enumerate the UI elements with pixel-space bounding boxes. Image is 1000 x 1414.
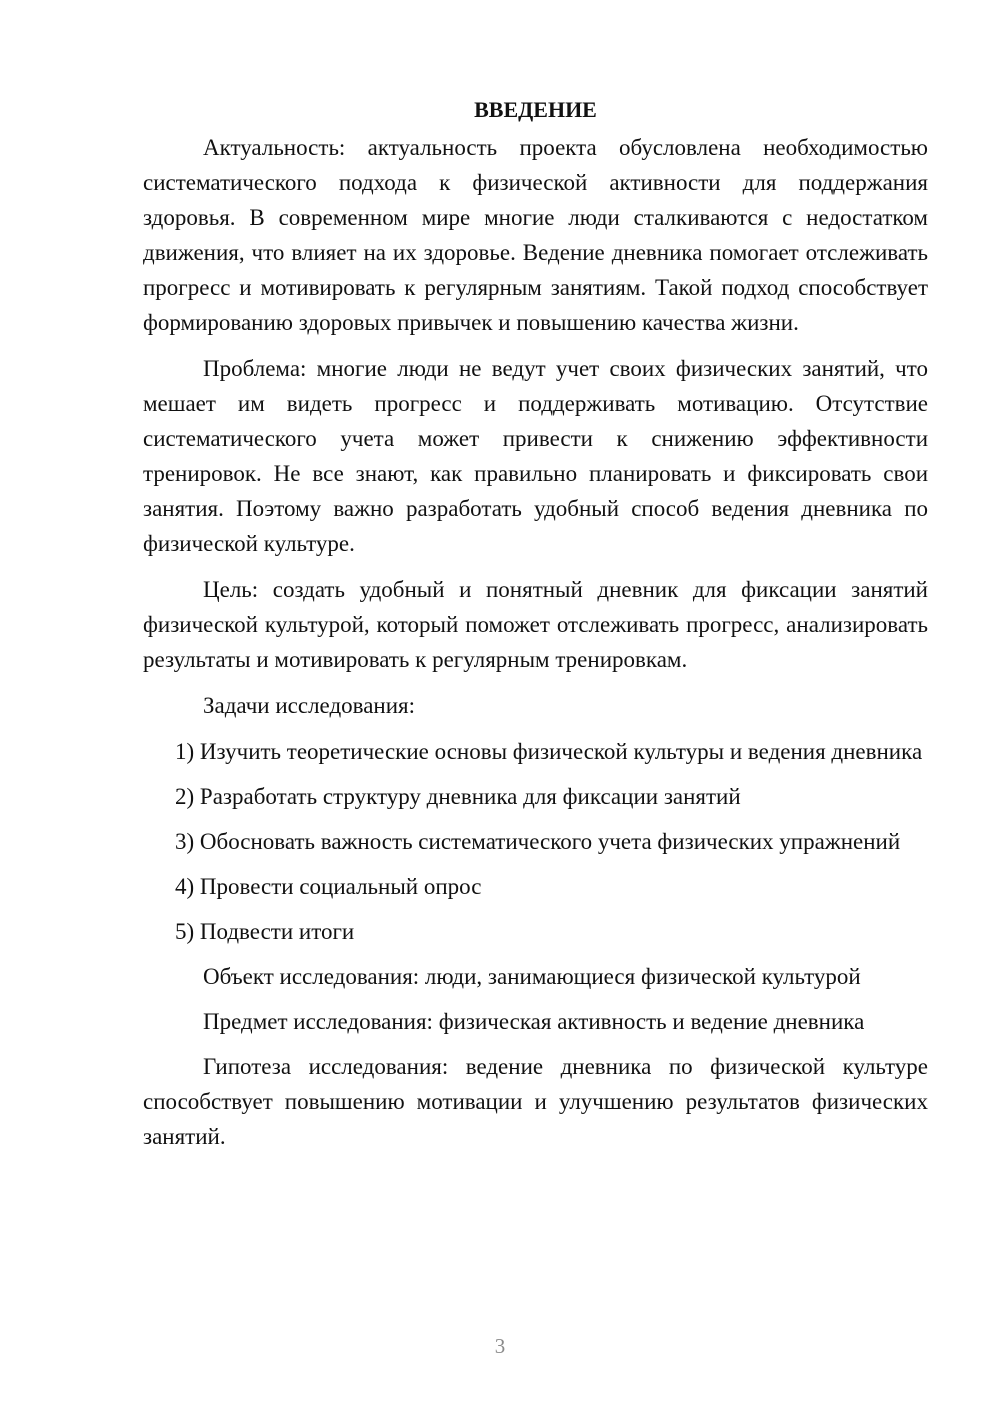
problem-paragraph: Проблема: многие люди не ведут учет своих физических занятий, что мешает им видеть прогресс и поддерживать мотивацию. Отсутствие систематического учета может привести к снижению эффективности тренировок. Не все знают, как правильно планировать и фиксировать свои занятия. Поэтому важно разработать удобный способ ведения дневника по физической культуре. xyxy=(143,356,928,556)
task-item-4: 4) Провести социальный опрос xyxy=(175,874,482,899)
task-item-5: 5) Подвести итоги xyxy=(175,919,355,944)
hypothesis-paragraph: Гипотеза исследования: ведение дневника по физической культуре способствует повышению мотивации и улучшению результатов физических занятий. xyxy=(143,1054,928,1149)
relevance-paragraph: Актуальность: актуальность проекта обусловлена необходимостью систематического подхода к физической активности для поддержания здоровья. В современном мире многие люди сталкиваются с недостатком движения, что влияет на их здоровье. Ведение дневника помогает отслеживать прогресс и мотивировать к регулярным занятиям. Такой подход способствует формированию здоровых привычек и повышению качества жизни. xyxy=(143,135,928,335)
tasks-heading: Задачи исследования: xyxy=(203,693,416,718)
goal-paragraph: Цель: создать удобный и понятный дневник для фиксации занятий физической культурой, который поможет отслеживать прогресс, анализировать результаты и мотивировать к регулярным тренировкам. xyxy=(143,577,928,672)
page-number: 3 xyxy=(494,1334,506,1358)
task-item-3: 3) Обосновать важность систематического учета физических упражнений xyxy=(175,829,901,854)
document-page xyxy=(143,92,928,1154)
object-line: Объект исследования: люди, занимающиеся физической культурой xyxy=(203,964,861,989)
task-item-1: 1) Изучить теоретические основы физической культуры и ведения дневника xyxy=(175,739,923,764)
subject-line: Предмет исследования: физическая активность и ведение дневника xyxy=(203,1009,865,1034)
task-item-2: 2) Разработать структуру дневника для фиксации занятий xyxy=(175,784,741,809)
page-title: ВВЕДЕНИЕ xyxy=(474,97,597,122)
